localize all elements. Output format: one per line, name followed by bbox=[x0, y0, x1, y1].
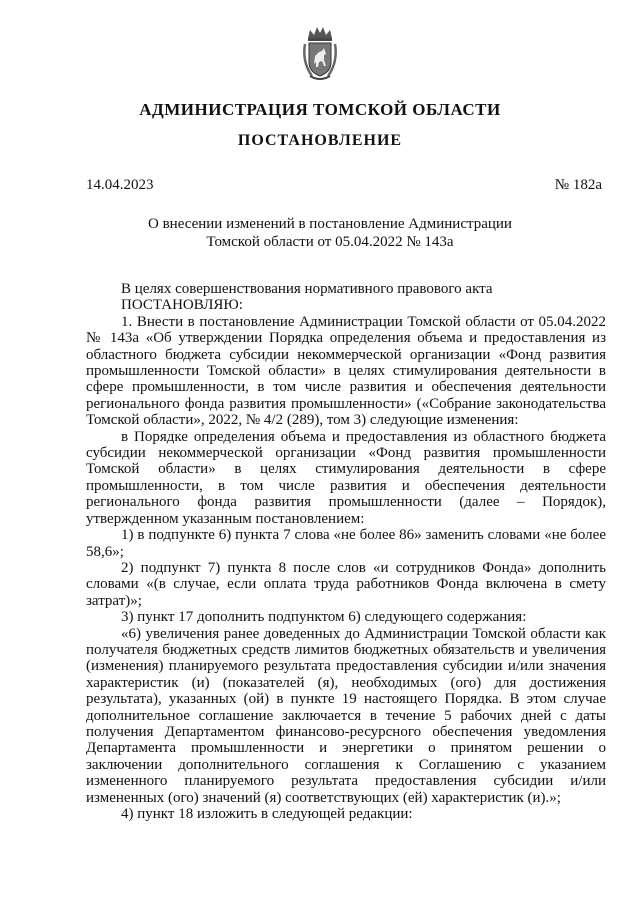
subject-line: О внесении изменений в постановление Администрации bbox=[148, 216, 512, 232]
body-paragraph: «6) увеличения ранее доведенных до Администрации Томской области как получателя бюджетных средств лимитов бюджетных обязательств и увеличения (изменения) планируемого результата предоставления субсидии и/или значения характеристик (и) (показателей (я), необходимых (ого) для достижения результата), указанных (ой) в пункте 19 настоящего Порядка. В этом случае дополнительное соглашение заключается в течение 5 рабочих дней с даты получения Департаментом финансово-ресурсного обеспечения уведомления Департамента промышленности и энергетики о принятом решении о заключении дополнительного соглашения к Соглашению с указанием измененного планируемого результата предоставления субсидии и/или измененных (ого) значений (я) соответствующих (ей) характеристик (и).»; bbox=[86, 625, 606, 806]
organization-name: АДМИНИСТРАЦИЯ ТОМСКОЙ ОБЛАСТИ bbox=[139, 100, 501, 119]
document-type: ПОСТАНОВЛЕНИЕ bbox=[237, 132, 403, 149]
body-paragraph: 1. Внести в постановление Администрации Томской области от 05.04.2022 № 143а «Об утверждении Порядка определения объема и предоставления из областного бюджета субсидии некоммерческой организации «Фонд развития промышленности Томской области» в целях стимулирования деятельности в сфере промышленности, в том числе развития и обеспечения деятельности регионального фонда развития промышленности» («Собрание законодательства Томской области», 2022, № 4/2 (289), том 3) следующие изменения: bbox=[86, 313, 606, 429]
body-paragraph: В целях совершенствования нормативного правового акта bbox=[121, 281, 493, 297]
body-paragraph: 1) в подпункте 6) пункта 7 слова «не более 86» заменить словами «не более 58,6»; bbox=[86, 527, 606, 560]
body-paragraph: 2) подпункт 7) пункта 8 после слов «и сотрудников Фонда» дополнить словами «(в случае, если оплата труда работников Фонда включена в смету затрат)»; bbox=[86, 559, 606, 609]
document-body bbox=[86, 281, 606, 822]
document-subject bbox=[140, 215, 520, 251]
subject-line: Томской области от 05.04.2022 № 143а bbox=[206, 234, 454, 250]
document-date: 14.04.2023 bbox=[86, 177, 154, 193]
body-paragraph: 3) пункт 17 дополнить подпунктом 6) следующего содержания: bbox=[121, 609, 527, 626]
body-paragraph: 4) пункт 18 изложить в следующей редакции: bbox=[121, 806, 413, 822]
tomsk-coat-of-arms-icon bbox=[302, 24, 338, 84]
decree-word: ПОСТАНОВЛЯЮ: bbox=[121, 297, 243, 314]
document-number: № 182а bbox=[554, 177, 602, 193]
body-paragraph: в Порядке определения объема и предоставления из областного бюджета субсидии некоммерческой организации «Фонд развития промышленности Томской области» в целях стимулирования деятельности в сфере промышленности, в том числе развития и обеспечения деятельности регионального фонда развития промышленности (далее – Порядок), утвержденном указанным постановлением: bbox=[86, 428, 606, 527]
